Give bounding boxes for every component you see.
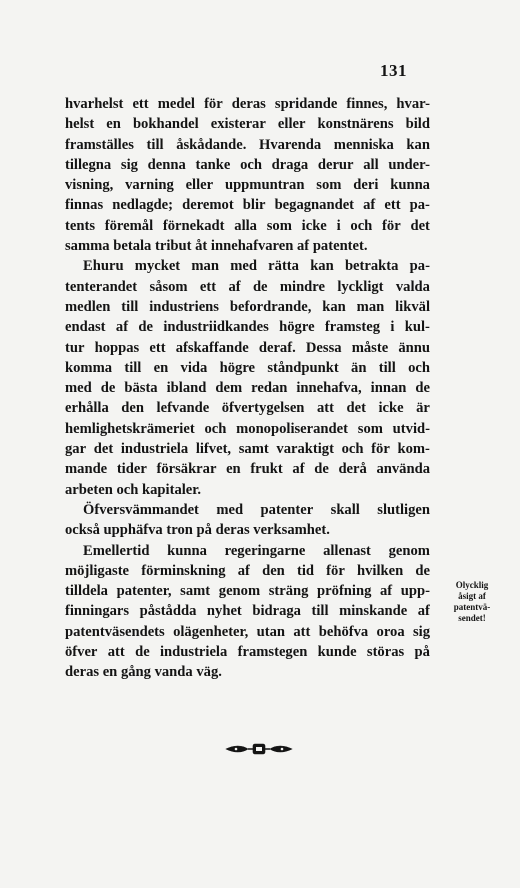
word: deri: [353, 177, 379, 194]
text-line: [65, 277, 430, 297]
word: komma: [65, 359, 113, 376]
word: nedlagde;: [112, 197, 174, 214]
word: industriidkandes: [163, 319, 269, 336]
word: kul-: [404, 319, 430, 336]
body-text: [65, 94, 430, 683]
word: hoppas: [94, 339, 140, 356]
word: deremot: [182, 197, 234, 214]
word: lifvet,: [195, 441, 232, 458]
word: spridande: [274, 96, 338, 112]
word: af: [292, 461, 305, 478]
word: finningars: [65, 603, 130, 620]
word: lefvande: [156, 400, 210, 417]
word: regeringarne: [224, 542, 306, 559]
margin-note-line: sendet!: [458, 613, 486, 623]
word: som: [316, 177, 342, 194]
word: de: [252, 278, 268, 295]
word: till: [311, 603, 329, 620]
word: bokhandel: [132, 116, 199, 133]
word: skall: [330, 501, 360, 518]
word: finnes,: [346, 96, 388, 112]
margin-note-line: Olycklig: [455, 580, 489, 590]
word: finnas: [65, 197, 104, 214]
word: patenter: [260, 501, 314, 518]
word: innehafva,: [296, 380, 362, 397]
word: hvar-: [396, 96, 430, 112]
word: för: [382, 217, 401, 234]
word: hemlighetskrämeriet: [65, 420, 195, 437]
word: pa-: [409, 258, 430, 275]
word: patentväsendets: [65, 623, 165, 640]
word: industriens: [149, 298, 219, 315]
word: patenter,: [116, 583, 172, 600]
word: medel: [157, 96, 195, 112]
word: till: [121, 298, 139, 315]
word: tillegna: [65, 156, 112, 173]
word: på: [414, 644, 430, 661]
word: menniska: [333, 136, 394, 153]
word: tider: [116, 461, 147, 478]
word: icke: [301, 217, 327, 234]
word: mande: [65, 461, 108, 478]
word: alla: [234, 217, 257, 234]
word: likväl: [395, 298, 430, 315]
word: framsteg: [324, 319, 380, 336]
end-of-section-ornament-icon: [224, 740, 294, 758]
word: under-: [388, 156, 430, 173]
text-line-content: också upphäfva tron på deras verksamhet.: [65, 522, 330, 539]
word: för: [204, 96, 223, 112]
word: af: [237, 562, 250, 579]
word: kunna: [167, 542, 207, 559]
word: och: [341, 441, 364, 458]
word: som: [357, 420, 383, 437]
word: påstådda: [139, 603, 197, 620]
word: begagnandet: [274, 197, 355, 214]
word: det: [346, 400, 366, 417]
word: konstnärens: [317, 116, 394, 133]
word: mycket: [134, 258, 181, 275]
word: såsom: [149, 278, 188, 295]
word: samt: [238, 441, 269, 458]
word: genom: [218, 583, 261, 600]
word: deras: [231, 96, 266, 112]
word: hvarhelst: [65, 96, 124, 112]
word: för: [371, 441, 390, 458]
word: kom-: [397, 441, 430, 458]
word: är: [416, 400, 430, 417]
word: minskande: [339, 603, 408, 620]
word: af: [379, 583, 393, 600]
word: helst: [65, 116, 95, 133]
word: Hvarenda: [258, 136, 322, 153]
word: rätta: [268, 258, 299, 275]
text-line: [65, 419, 430, 439]
word: en: [153, 359, 169, 376]
word: valda: [395, 278, 430, 295]
word: bästa: [124, 380, 158, 397]
word: samt: [180, 583, 211, 600]
word: utan: [256, 623, 286, 640]
text-line: [65, 256, 430, 276]
text-line: [65, 541, 430, 561]
word: slutligen: [377, 501, 430, 518]
word: de: [135, 644, 150, 661]
word: af: [363, 197, 376, 214]
word: ännu: [398, 339, 430, 356]
word: störas: [366, 644, 405, 661]
word: eller: [277, 116, 306, 133]
word: den: [121, 400, 145, 417]
word: möjligaste: [65, 562, 130, 579]
word: draga: [271, 156, 309, 173]
word: en: [106, 116, 121, 133]
word: kan: [310, 258, 334, 275]
word: öfvertygelsen: [221, 400, 305, 417]
word: kunde: [317, 644, 357, 661]
word: tents: [65, 217, 95, 234]
text-line: [65, 398, 430, 418]
word: ett: [384, 197, 401, 214]
word: tanke: [195, 156, 231, 173]
word: den: [262, 562, 285, 579]
word: än: [351, 359, 367, 376]
page-number: 131: [380, 61, 407, 80]
word: till: [378, 359, 396, 376]
word: de: [314, 461, 329, 478]
text-line: [65, 378, 430, 398]
word: visning,: [65, 177, 114, 194]
word: bild: [405, 116, 430, 133]
word: oroa: [376, 623, 405, 640]
word: industriela: [120, 441, 189, 458]
word: pa-: [409, 197, 430, 214]
word: derå: [338, 461, 367, 478]
word: endast: [65, 319, 106, 336]
word: Dessa: [305, 339, 342, 356]
word: nyhet: [206, 603, 242, 620]
word: och: [350, 217, 373, 234]
word: som: [266, 217, 292, 234]
word: och: [408, 359, 430, 376]
text-line: [65, 561, 430, 581]
word: vida: [180, 359, 208, 376]
word: kan: [406, 136, 430, 153]
word: med: [216, 501, 244, 518]
word: afskaffande: [175, 339, 249, 356]
word: bidraga: [252, 603, 301, 620]
word: de: [415, 562, 430, 579]
word: sträng: [268, 583, 309, 600]
word: Öfversvämmandet: [83, 501, 199, 518]
word: man: [191, 258, 219, 275]
word: ett: [149, 339, 166, 356]
word: betrakta: [344, 258, 399, 275]
word: förminskning: [141, 562, 226, 579]
word: med: [65, 380, 92, 397]
word: att: [293, 623, 311, 640]
word: kan: [322, 298, 346, 315]
word: hvilken: [356, 562, 404, 579]
text-line: [65, 135, 430, 155]
text-line-content: samma betala tribut åt innehafvaren af patentet.: [65, 238, 368, 255]
word: med: [230, 258, 257, 275]
text-line-content: deras en gång vanda väg.: [65, 664, 222, 681]
word: innan: [370, 380, 407, 397]
word: industriela: [159, 644, 228, 661]
word: af: [228, 278, 241, 295]
word: de: [138, 319, 153, 336]
word: till: [146, 136, 164, 153]
word: befordrande,: [229, 298, 312, 315]
word: de: [100, 380, 116, 397]
word: frukt: [250, 461, 283, 478]
word: gar: [65, 441, 87, 458]
text-line: [65, 317, 430, 337]
word: till: [124, 359, 142, 376]
text-line: [65, 358, 430, 378]
text-line: [65, 642, 430, 662]
word: blir: [242, 197, 266, 214]
word: tur: [65, 339, 85, 356]
word: medlen: [65, 298, 111, 315]
word: ibland: [166, 380, 207, 397]
text-line: [65, 622, 430, 642]
word: förnekadt: [162, 217, 225, 234]
word: sig: [412, 623, 430, 640]
word: det: [93, 441, 114, 458]
word: tid: [296, 562, 314, 579]
word: utvid-: [392, 420, 430, 437]
word: måste: [351, 339, 389, 356]
word: af: [417, 603, 430, 620]
text-line: [65, 459, 430, 479]
word: att: [107, 644, 125, 661]
word: all: [363, 156, 379, 173]
word: att: [316, 400, 334, 417]
word: i: [390, 319, 395, 336]
word: högre: [219, 359, 256, 376]
word: för: [326, 562, 345, 579]
word: ståndpunkt: [267, 359, 339, 376]
word: tilldela: [65, 583, 108, 600]
word: det: [410, 217, 430, 234]
word: derur: [317, 156, 354, 173]
margin-note-line: patentvä-: [453, 602, 491, 612]
word: och: [204, 420, 227, 437]
word: använda: [376, 461, 430, 478]
word: varning: [125, 177, 174, 194]
text-line: [65, 338, 430, 358]
word: kunna: [390, 177, 430, 194]
word: olägenheter,: [173, 623, 249, 640]
word: Ehuru: [83, 258, 124, 275]
word: allenast: [323, 542, 371, 559]
word: existerar: [210, 116, 266, 133]
word: icke: [378, 400, 404, 417]
text-line: [65, 439, 430, 459]
word: genom: [388, 542, 430, 559]
word: uppmuntran: [224, 177, 305, 194]
text-line-content: arbeten och kapitaler.: [65, 481, 202, 498]
word: öfver: [65, 644, 98, 661]
word: föremål: [104, 217, 154, 234]
text-line: [65, 520, 430, 540]
word: af: [115, 319, 129, 336]
text-line: [65, 297, 430, 317]
word: de: [415, 380, 430, 397]
word: ett: [199, 278, 217, 295]
word: monopoliserandet: [236, 420, 348, 437]
word: man: [356, 298, 385, 315]
text-line: [65, 216, 430, 236]
word: försäkrar: [156, 461, 217, 478]
word: mindre: [279, 278, 325, 295]
word: dem: [215, 380, 243, 397]
text-line: [65, 500, 430, 520]
word: pröfning: [317, 583, 372, 600]
word: eller: [185, 177, 214, 194]
text-line: [65, 601, 430, 621]
word: framställes: [65, 136, 134, 153]
word: framstegen: [237, 644, 308, 661]
text-line: [65, 175, 430, 195]
text-line: [65, 195, 430, 215]
text-line: [65, 581, 430, 601]
word: behöfva: [318, 623, 369, 640]
word: erhålla: [65, 400, 109, 417]
word: lyckligt: [337, 278, 384, 295]
word: sig: [120, 156, 138, 173]
word: en: [226, 461, 241, 478]
word: redan: [251, 380, 288, 397]
word: Emellertid: [83, 542, 150, 559]
text-line: [65, 662, 430, 682]
margin-note-line: åsigt af: [458, 591, 486, 601]
margin-note: [437, 580, 507, 624]
word: högre: [279, 319, 315, 336]
word: i: [336, 217, 341, 234]
word: deraf.: [258, 339, 296, 356]
text-line: [65, 480, 430, 500]
text-line: [65, 94, 430, 114]
text-line: [65, 236, 430, 256]
word: tenterandet: [65, 278, 138, 295]
word: denna: [147, 156, 186, 173]
word: och: [240, 156, 262, 173]
text-line: [65, 114, 430, 134]
word: ett: [132, 96, 149, 112]
word: varaktigt: [276, 441, 334, 458]
text-line: [65, 155, 430, 175]
word: åskådande.: [176, 136, 247, 153]
word: upp-: [400, 583, 430, 600]
